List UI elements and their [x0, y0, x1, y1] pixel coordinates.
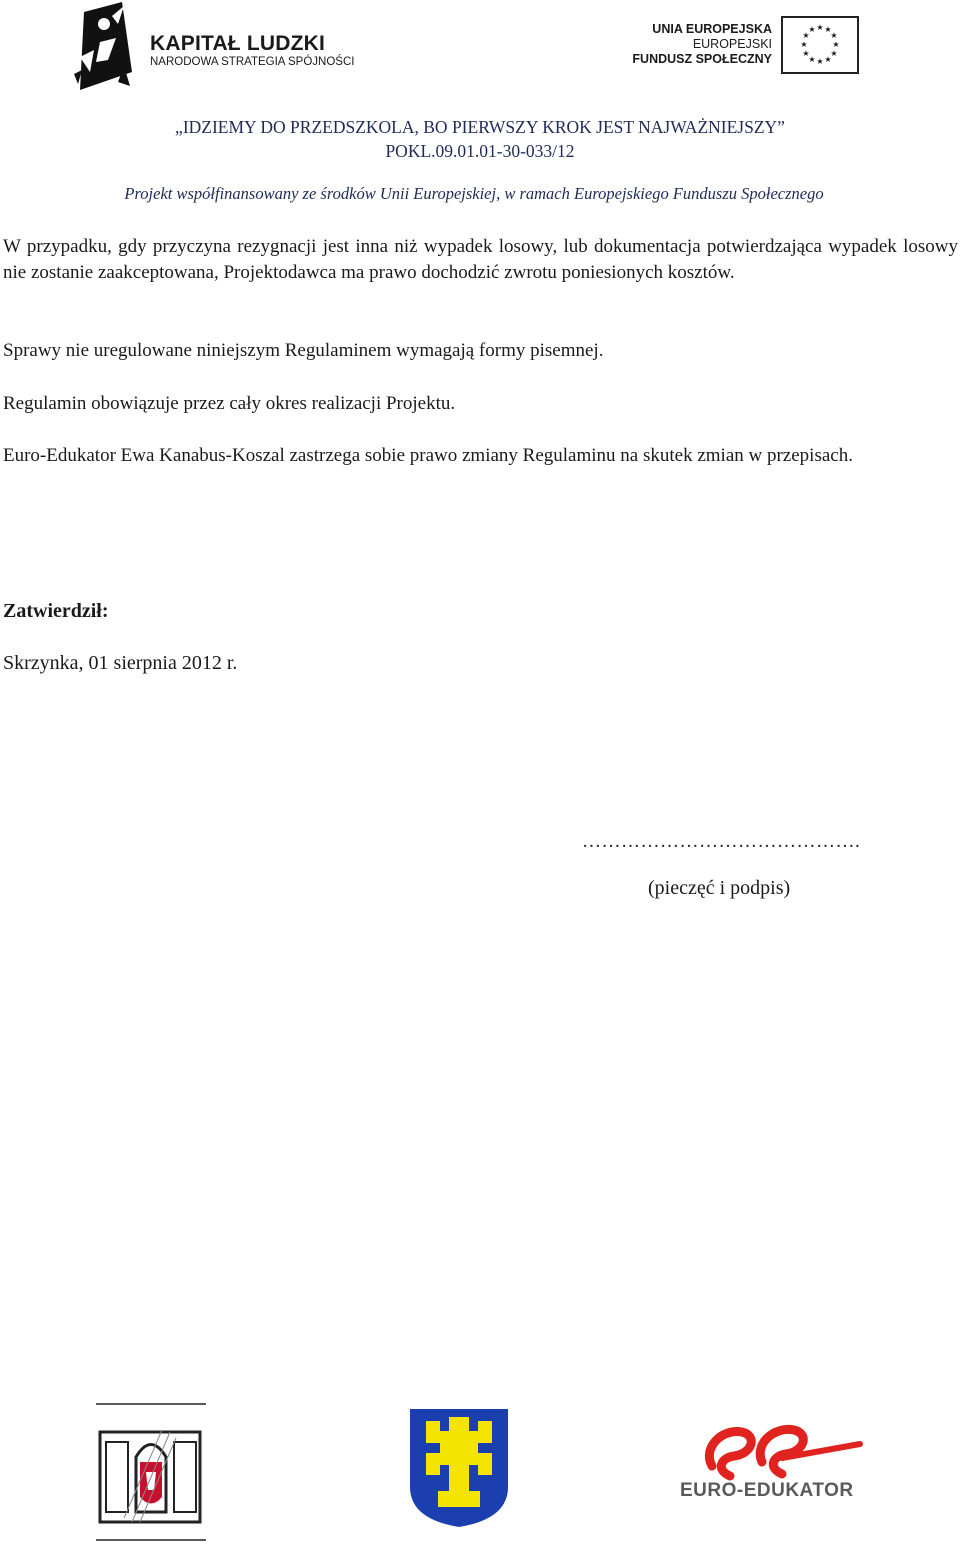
- svg-text:★: ★: [824, 55, 832, 64]
- svg-text:★: ★: [816, 23, 824, 32]
- project-name: „IDZIEMY DO PRZEDSZKOLA, BO PIERWSZY KROK JEST NAJWAŻNIEJSZY”: [175, 117, 785, 137]
- project-number: POKL.09.01.01-30-033/12: [385, 141, 575, 161]
- eu-flag-icon: [781, 16, 859, 74]
- signature-caption: (pieczęć i podpis): [648, 877, 791, 899]
- paragraph-resignation: W przypadku, gdy przyczyna rezygnacji jest inna niż wypadek losowy, lub dokumentacja potwierdzająca wypadek losowy nie zostanie zaakceptowana, Projektodawca ma prawo dochodzić zwrotu poniesionych kosztów.: [3, 236, 958, 283]
- euro-edukator-label: EURO-EDUKATOR: [680, 1480, 854, 1501]
- svg-text:★: ★: [830, 49, 838, 58]
- cofinance-note: Projekt współfinansowany ze środków Unii Europejskiej, w ramach Europejskiego Funduszu Społecznego: [124, 184, 824, 203]
- eu-line-3: FUNDUSZ SPOŁECZNY: [632, 52, 772, 66]
- svg-text:★: ★: [808, 55, 816, 64]
- place-date: Skrzynka, 01 sierpnia 2012 r.: [3, 652, 238, 674]
- eu-fund-label: [632, 22, 772, 67]
- svg-text:★: ★: [800, 40, 808, 49]
- svg-text:★: ★: [808, 25, 816, 34]
- paragraph-written-form: Sprawy nie uregulowane niniejszym Regulaminem wymagają formy pisemnej.: [3, 340, 604, 361]
- wielkopolska-emblem-icon: [96, 1402, 206, 1542]
- signature-line: …………………………………….: [582, 831, 861, 852]
- svg-text:★: ★: [802, 31, 810, 40]
- kapital-ludzki-subtitle: NARODOWA STRATEGIA SPÓJNOŚCI: [150, 56, 355, 68]
- svg-text:★: ★: [824, 25, 832, 34]
- paragraph-amendments: Euro-Edukator Ewa Kanabus-Koszal zastrzega sobie prawo zmiany Regulaminu na skutek zmian w przepisach.: [3, 445, 853, 466]
- approved-label: Zatwierdził:: [3, 600, 109, 622]
- svg-text:★: ★: [802, 49, 810, 58]
- eu-line-2: EUROPEJSKI: [692, 37, 772, 51]
- paragraph-validity: Regulamin obowiązuje przez cały okres realizacji Projektu.: [3, 393, 456, 414]
- svg-text:★: ★: [816, 57, 824, 66]
- eu-line-1: UNIA EUROPEJSKA: [652, 22, 772, 36]
- svg-text:★: ★: [830, 31, 838, 40]
- yellow-cross-shield-icon: [408, 1407, 510, 1529]
- svg-text:★: ★: [832, 40, 840, 49]
- kapital-ludzki-title: KAPITAŁ LUDZKI: [150, 32, 326, 55]
